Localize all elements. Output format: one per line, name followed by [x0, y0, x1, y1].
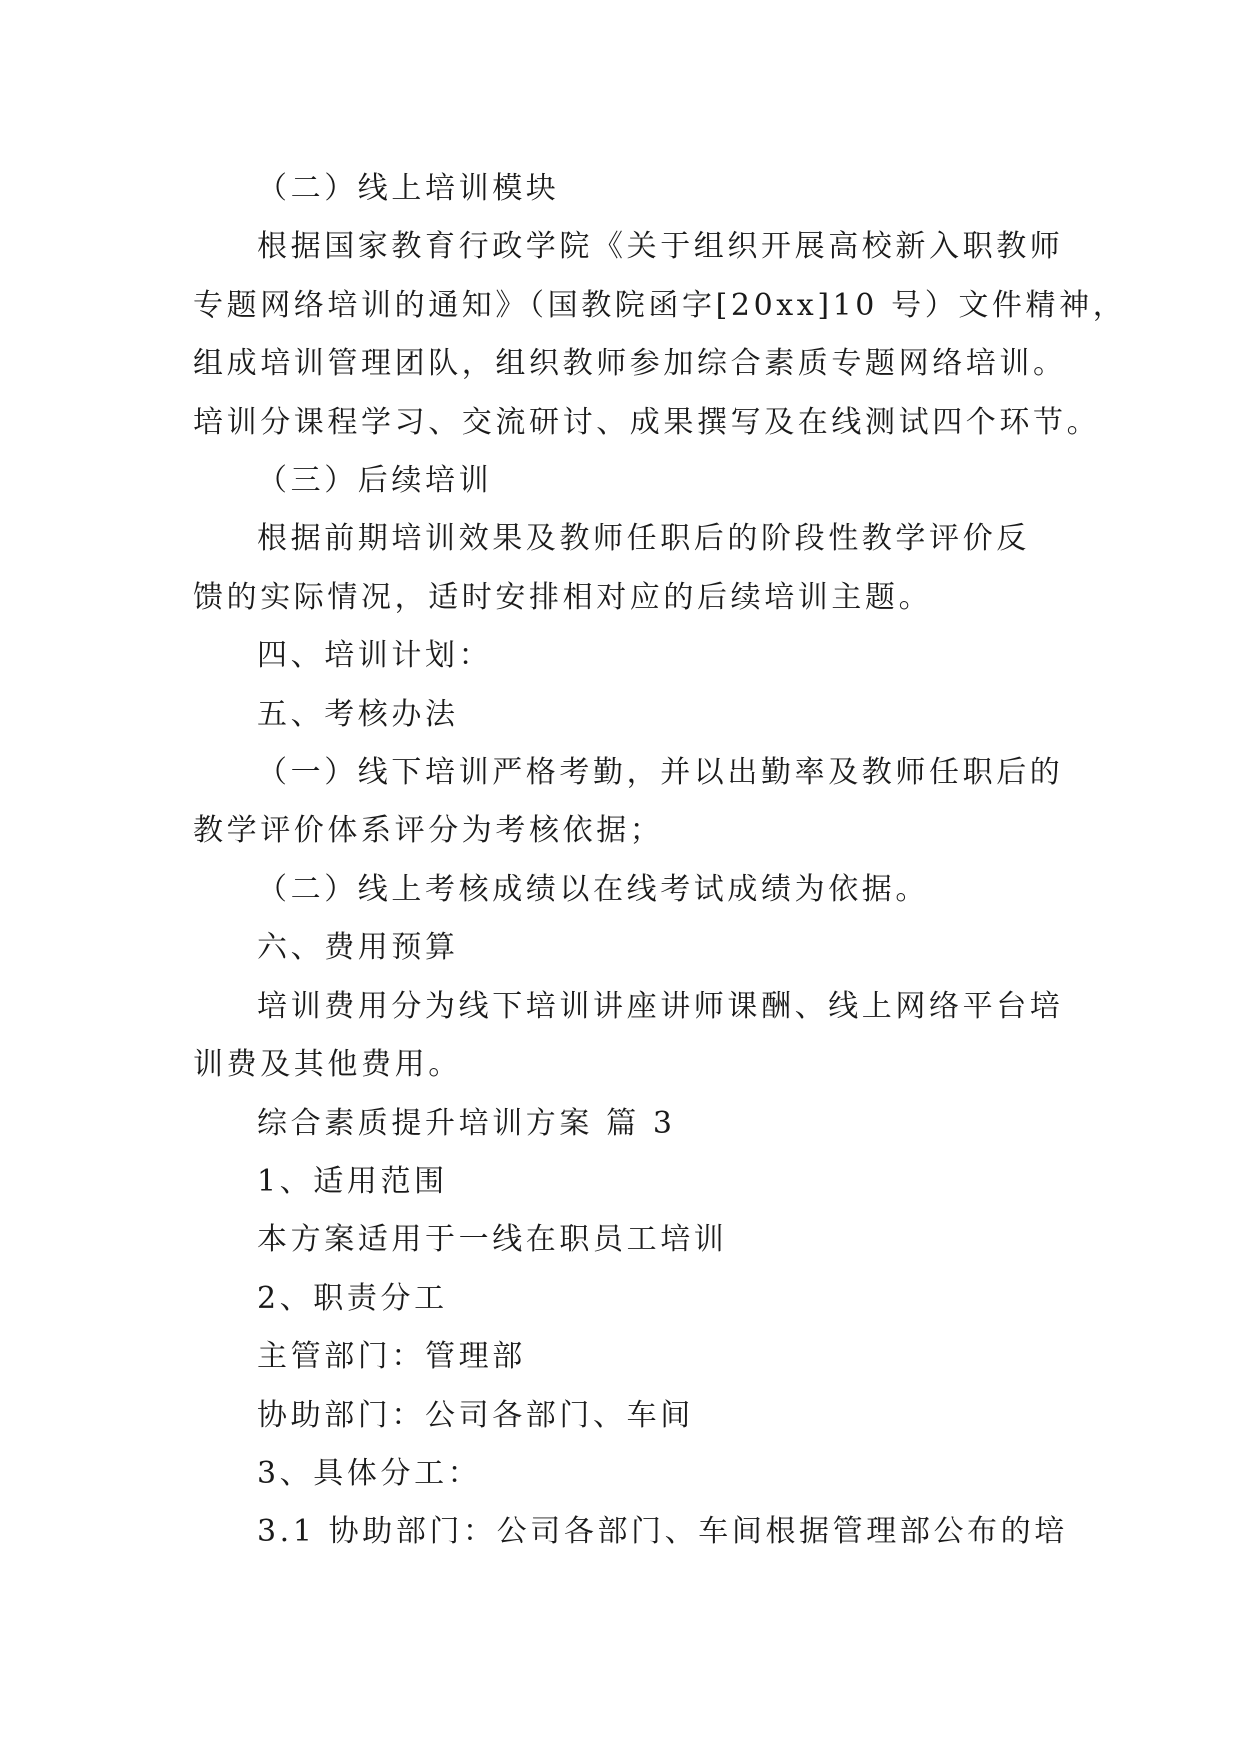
paragraph-line: 根据前期培训效果及教师任职后的阶段性教学评价反: [257, 521, 1030, 557]
paragraph-line: 3.1 协助部门：公司各部门、车间根据管理部公布的培: [257, 1514, 1068, 1550]
paragraph-line: （一）线下培训严格考勤，并以出勤率及教师任职后的: [257, 755, 1064, 791]
paragraph-line: 培训费用分为线下培训讲座讲师课酬、线上网络平台培: [257, 988, 1064, 1024]
paragraph-line: 馈的实际情况，适时安排相对应的后续培训主题。: [193, 579, 933, 615]
section-heading: （三）后续培训: [257, 463, 493, 499]
section-heading: 五、考核办法: [257, 696, 459, 732]
paragraph-line: 主管部门：管理部: [257, 1339, 526, 1375]
document-section-title: 综合素质提升培训方案 篇 3: [257, 1105, 676, 1141]
paragraph-line: （二）线上考核成绩以在线考试成绩为依据。: [257, 871, 929, 907]
section-heading: 1、适用范围: [257, 1163, 448, 1199]
section-heading: 3、具体分工：: [257, 1455, 482, 1491]
document-body: [193, 160, 1127, 1562]
section-heading: 六、费用预算: [257, 930, 459, 966]
paragraph-line: 根据国家教育行政学院《关于组织开展高校新入职教师: [257, 229, 1064, 265]
paragraph-line: 训费及其他费用。: [193, 1047, 462, 1083]
paragraph-line: 协助部门：公司各部门、车间: [257, 1397, 694, 1433]
paragraph-line: 专题网络培训的通知》（国教院函字[20xx]10 号）文件精神，: [193, 287, 1127, 323]
section-heading: 2、职责分工: [257, 1280, 448, 1316]
section-heading: （二）线上培训模块: [257, 171, 560, 206]
section-heading: 四、培训计划：: [257, 638, 493, 674]
paragraph-line: 组成培训管理团队，组织教师参加综合素质专题网络培训。: [193, 346, 1067, 382]
paragraph-line: 教学评价体系评分为考核依据；: [193, 813, 664, 849]
paragraph-line: 培训分课程学习、交流研讨、成果撰写及在线测试四个环节。: [193, 404, 1101, 440]
paragraph-line: 本方案适用于一线在职员工培训: [257, 1222, 728, 1258]
